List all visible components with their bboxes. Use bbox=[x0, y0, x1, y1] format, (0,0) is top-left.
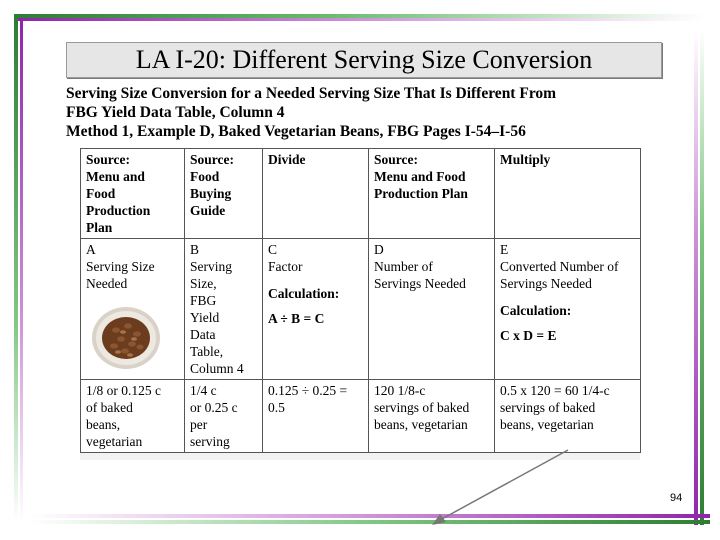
cell-line: 1/4 c bbox=[190, 383, 217, 398]
cell-line: Serving bbox=[190, 259, 232, 274]
column-letter: B bbox=[190, 242, 200, 257]
header-line: Divide bbox=[268, 152, 306, 167]
header-line: Plan bbox=[86, 220, 113, 235]
conversion-table-panel bbox=[80, 148, 640, 460]
cell-a-serving-size-needed bbox=[81, 239, 185, 380]
cell-line: serving bbox=[190, 434, 230, 449]
header-line: Food bbox=[86, 186, 116, 201]
cell-line: servings of baked bbox=[500, 400, 596, 415]
cell-line: Yield bbox=[190, 310, 220, 325]
value-cell-b bbox=[185, 380, 263, 453]
header-cell-source-plan bbox=[369, 149, 495, 239]
cell-line: Needed bbox=[86, 276, 128, 291]
value-cell-d bbox=[369, 380, 495, 453]
header-cell-multiply bbox=[495, 149, 641, 239]
top-purple-bar bbox=[14, 18, 704, 21]
cell-line: beans, vegetarian bbox=[500, 417, 594, 432]
header-line: Food bbox=[190, 169, 220, 184]
header-line: Source: bbox=[86, 152, 130, 167]
column-letter: E bbox=[500, 242, 509, 257]
cell-line: 0.5 x 120 = 60 1/4-c bbox=[500, 383, 610, 398]
cell-line: 120 1/8-c bbox=[374, 383, 426, 398]
slide-title-text: LA I-20: Different Serving Size Conversion bbox=[135, 45, 593, 74]
cell-line: Servings Needed bbox=[374, 276, 466, 291]
page-number: 94 bbox=[670, 492, 683, 504]
cell-line: Servings Needed bbox=[500, 276, 592, 291]
header-cell-source-menu bbox=[81, 149, 185, 239]
left-green-bar bbox=[14, 18, 18, 523]
bottom-green-bar bbox=[30, 520, 710, 524]
cell-c-factor bbox=[263, 239, 369, 380]
subtitle-line: Method 1, Example D, Baked Vegetarian Beans, FBG Pages I-54–I-56 bbox=[66, 123, 526, 140]
calculation-formula: A ÷ B = C bbox=[268, 311, 325, 326]
cell-line: Data bbox=[190, 327, 216, 342]
cell-line: Number of bbox=[374, 259, 433, 274]
cell-line: Converted Number of bbox=[500, 259, 619, 274]
header-line: Multiply bbox=[500, 152, 551, 167]
right-green-bar bbox=[700, 30, 704, 525]
cell-line: beans, bbox=[86, 417, 121, 432]
value-cell-a bbox=[81, 380, 185, 453]
column-letter: A bbox=[86, 242, 96, 257]
header-line: Buying bbox=[190, 186, 232, 201]
header-line: Menu and bbox=[86, 169, 145, 184]
cell-line: Table, bbox=[190, 344, 224, 359]
cell-line: or 0.25 c bbox=[190, 400, 238, 415]
left-purple-bar bbox=[20, 18, 23, 523]
cell-e-converted-servings bbox=[495, 239, 641, 380]
header-line: Source: bbox=[374, 152, 418, 167]
conversion-table bbox=[80, 148, 641, 453]
cell-line: 0.5 bbox=[268, 400, 285, 415]
calculation-formula: C x D = E bbox=[500, 328, 557, 343]
cell-line: servings of baked bbox=[374, 400, 470, 415]
cell-b-serving-size bbox=[185, 239, 263, 380]
cell-line: Size, bbox=[190, 276, 217, 291]
cell-d-servings-needed bbox=[369, 239, 495, 380]
cell-line: Serving Size bbox=[86, 259, 155, 274]
table-header-row bbox=[81, 149, 641, 239]
right-purple-bar bbox=[694, 30, 698, 525]
cell-line: 1/8 or 0.125 c bbox=[86, 383, 161, 398]
header-line: Production Plan bbox=[374, 186, 468, 201]
subtitle-line: FBG Yield Data Table, Column 4 bbox=[66, 104, 285, 121]
header-line: Production bbox=[86, 203, 151, 218]
header-line: Source: bbox=[190, 152, 234, 167]
cell-line: FBG bbox=[190, 293, 217, 308]
cell-line: vegetarian bbox=[86, 434, 143, 449]
header-line: Menu and Food bbox=[374, 169, 466, 184]
header-cell-divide bbox=[263, 149, 369, 239]
calculation-label: Calculation: bbox=[268, 286, 340, 301]
column-letter: D bbox=[374, 242, 384, 257]
calculation-label: Calculation: bbox=[500, 303, 572, 318]
cell-line: per bbox=[190, 417, 208, 432]
bottom-purple-bar bbox=[30, 514, 710, 518]
cell-line: of baked bbox=[86, 400, 133, 415]
cell-line: Column 4 bbox=[190, 361, 244, 376]
cell-line: beans, vegetarian bbox=[374, 417, 468, 432]
cell-line: Factor bbox=[268, 259, 303, 274]
table-row-definitions bbox=[81, 239, 641, 380]
header-line: Guide bbox=[190, 203, 226, 218]
subtitle-line: Serving Size Conversion for a Needed Serving Size That Is Different From bbox=[66, 85, 557, 102]
slide-title bbox=[66, 42, 662, 78]
baked-beans-bowl-icon bbox=[90, 304, 162, 370]
column-letter: C bbox=[268, 242, 278, 257]
value-cell-e bbox=[495, 380, 641, 453]
cell-line: 0.125 ÷ 0.25 = bbox=[268, 383, 348, 398]
header-cell-source-fbg bbox=[185, 149, 263, 239]
slide-subtitle bbox=[66, 84, 666, 141]
table-row-values bbox=[81, 380, 641, 453]
value-cell-c bbox=[263, 380, 369, 453]
